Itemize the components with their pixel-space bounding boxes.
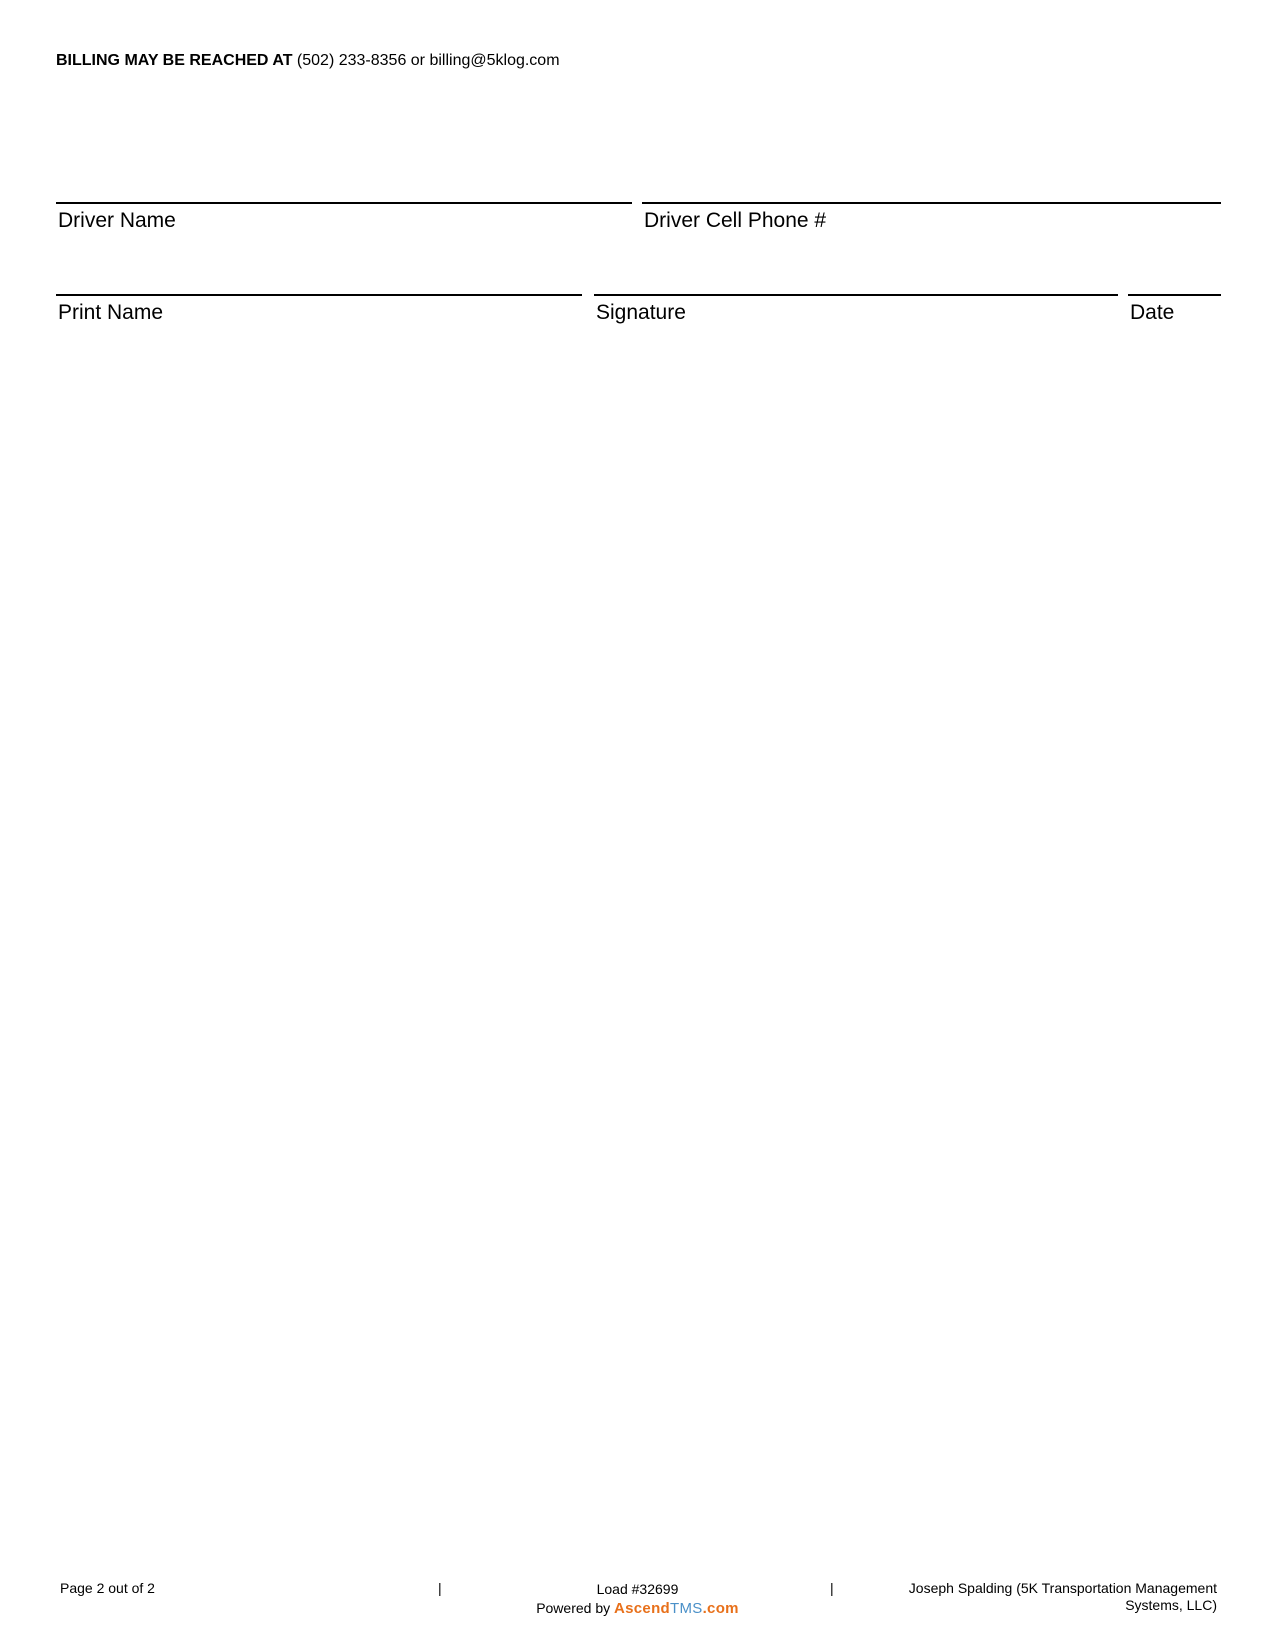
date-label: Date xyxy=(1130,301,1175,324)
powered-by-label: Powered by xyxy=(536,1600,611,1616)
billing-contact-line xyxy=(56,52,560,70)
date-line xyxy=(1128,294,1221,296)
print-name-label: Print Name xyxy=(58,301,164,324)
footer-separator-left: | xyxy=(438,1580,442,1596)
powered-by-line xyxy=(490,1599,785,1618)
footer-center xyxy=(490,1580,785,1618)
driver-phone-field[interactable] xyxy=(642,202,1221,233)
footer-separator-right: | xyxy=(830,1580,834,1596)
driver-name-label: Driver Name xyxy=(58,209,176,232)
print-name-line xyxy=(56,294,582,296)
date-field[interactable] xyxy=(1128,294,1221,325)
billing-contact: (502) 233-8356 or billing@5klog.com xyxy=(296,52,560,69)
driver-phone-label: Driver Cell Phone # xyxy=(644,209,827,232)
billing-label: BILLING MAY BE REACHED AT xyxy=(56,52,293,69)
brand-part-ascend: Ascend xyxy=(614,1600,671,1617)
signature-field[interactable] xyxy=(594,294,1118,325)
load-number: Load #32699 xyxy=(596,1581,679,1597)
driver-name-field[interactable] xyxy=(56,202,632,233)
signature-line xyxy=(594,294,1118,296)
brand-part-dotcom: .com xyxy=(702,1600,739,1617)
page-number: Page 2 out of 2 xyxy=(60,1580,155,1596)
author-info: Joseph Spalding (5K Transportation Management Systems, LLC) xyxy=(908,1580,1217,1613)
driver-phone-line xyxy=(642,202,1221,204)
ascendtms-logo xyxy=(614,1600,739,1617)
print-name-field[interactable] xyxy=(56,294,582,325)
brand-part-tms: TMS xyxy=(670,1600,703,1617)
signature-label: Signature xyxy=(596,301,686,324)
driver-name-line xyxy=(56,202,632,204)
